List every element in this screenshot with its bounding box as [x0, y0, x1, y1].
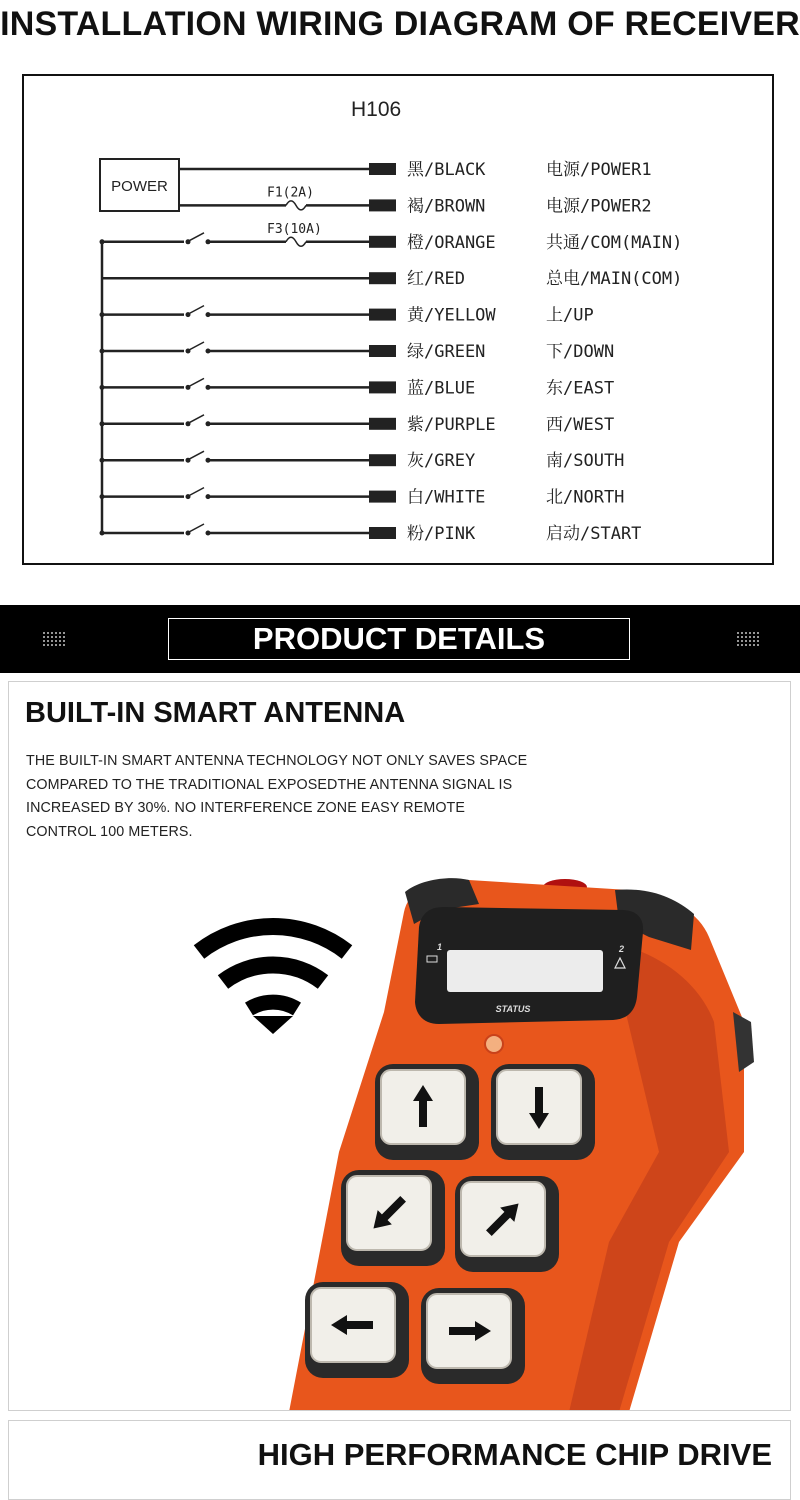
wire-color-label: 黄/YELLOW: [407, 305, 496, 326]
switch-lever: [189, 378, 204, 386]
switch-lever: [189, 415, 204, 423]
wire-function-label: 北/NORTH: [546, 487, 625, 508]
antenna-section-title: BUILT-IN SMART ANTENNA: [25, 697, 406, 729]
bus-junction: [100, 458, 105, 463]
arrow-left-button[interactable]: [305, 1282, 409, 1378]
wire-color-label: 灰/GREY: [407, 451, 476, 472]
switch-lever: [189, 233, 204, 241]
wire-function-label: 东/EAST: [546, 378, 615, 399]
switch-lever: [189, 342, 204, 350]
status-label: STATUS: [495, 1004, 531, 1014]
wire-color-label: 白/WHITE: [407, 487, 486, 508]
wire-color-label: 蓝/BLUE: [407, 378, 476, 399]
switch-lever: [189, 451, 204, 459]
wifi-icon: [199, 926, 347, 1034]
bus-junction: [100, 312, 105, 317]
bus-junction: [100, 494, 105, 499]
terminal-block: [369, 309, 396, 321]
wire-color-label: 绿/GREEN: [407, 342, 486, 362]
indicator-right: 2: [619, 944, 625, 954]
wire-function-label: 电源/POWER2: [546, 196, 652, 217]
led-indicator: [485, 1035, 503, 1053]
wire-function-label: 启动/START: [546, 524, 642, 544]
wire-color-label: 红/RED: [407, 269, 465, 290]
wire-function-label: 南/SOUTH: [546, 451, 625, 472]
wiring-diagram: [22, 74, 774, 565]
bus-junction: [100, 349, 105, 354]
chip-section-title: HIGH PERFORMANCE CHIP DRIVE: [257, 1437, 772, 1472]
antenna-section: [8, 681, 791, 1411]
arrow-up-button[interactable]: [375, 1064, 479, 1160]
wire-function-label: 共通/COM(MAIN): [546, 232, 683, 253]
terminal-block: [369, 491, 396, 503]
antenna-illustration: [9, 682, 791, 1411]
wire-color-label: 褐/BROWN: [407, 196, 486, 217]
wiring-diagram-canvas: [24, 76, 772, 563]
dots-decoration-left: [42, 631, 66, 647]
switch-lever: [189, 488, 204, 496]
wire-color-label: 黑/BLACK: [407, 160, 486, 180]
fuse-label: F1(2A): [267, 185, 314, 201]
arrow-down-left-button[interactable]: [341, 1170, 445, 1266]
terminal-block: [369, 345, 396, 357]
bus-junction: [100, 239, 105, 244]
arrow-up-right-button[interactable]: [455, 1176, 559, 1272]
terminal-block: [369, 418, 396, 430]
wire-color-label: 粉/PINK: [407, 524, 476, 544]
arrow-right-button[interactable]: [421, 1288, 525, 1384]
model-label: H106: [351, 98, 402, 121]
indicator-left: 1: [437, 942, 443, 952]
bus-junction: [100, 531, 105, 536]
product-details-title: PRODUCT DETAILS: [168, 618, 630, 660]
terminal-block: [369, 236, 396, 248]
wire-function-label: 下/DOWN: [546, 342, 615, 362]
chip-section: [8, 1420, 791, 1500]
switch-lever: [189, 524, 204, 532]
arrow-down-button[interactable]: [491, 1064, 595, 1160]
fuse-symbol: [286, 237, 306, 246]
wire-function-label: 上/UP: [546, 305, 594, 326]
wire-function-label: 总电/MAIN(COM): [546, 269, 683, 290]
terminal-block: [369, 454, 396, 466]
terminal-block: [369, 199, 396, 211]
fuse-symbol: [286, 201, 306, 210]
wire-function-label: 西/WEST: [546, 414, 615, 435]
wire-function-label: 电源/POWER1: [546, 160, 652, 180]
product-details-bar: [0, 605, 800, 673]
terminal-block: [369, 381, 396, 393]
bus-junction: [100, 421, 105, 426]
wire-color-label: 橙/ORANGE: [407, 232, 496, 253]
terminal-block: [369, 163, 396, 175]
bus-junction: [100, 385, 105, 390]
fuse-label: F3(10A): [267, 221, 322, 237]
page-title: INSTALLATION WIRING DIAGRAM OF RECEIVER: [0, 5, 800, 43]
wire-color-label: 紫/PURPLE: [407, 414, 496, 435]
remote-control: [289, 878, 754, 1411]
power-label: POWER: [111, 178, 168, 195]
dots-decoration-right: [736, 631, 760, 647]
terminal-block: [369, 527, 396, 539]
antenna-section-description: THE BUILT-IN SMART ANTENNA TECHNOLOGY NOT ONLY SAVES SPACE COMPARED TO THE TRADITIONAL EXPOSEDTHE ANTENNA SIGNAL IS INCREASED BY 30%. NO INTERFERENCE ZONE EASY REMOTE CONTROL 100 METERS.: [26, 753, 528, 840]
lcd-screen: [447, 950, 603, 992]
terminal-block: [369, 272, 396, 284]
switch-lever: [189, 306, 204, 314]
